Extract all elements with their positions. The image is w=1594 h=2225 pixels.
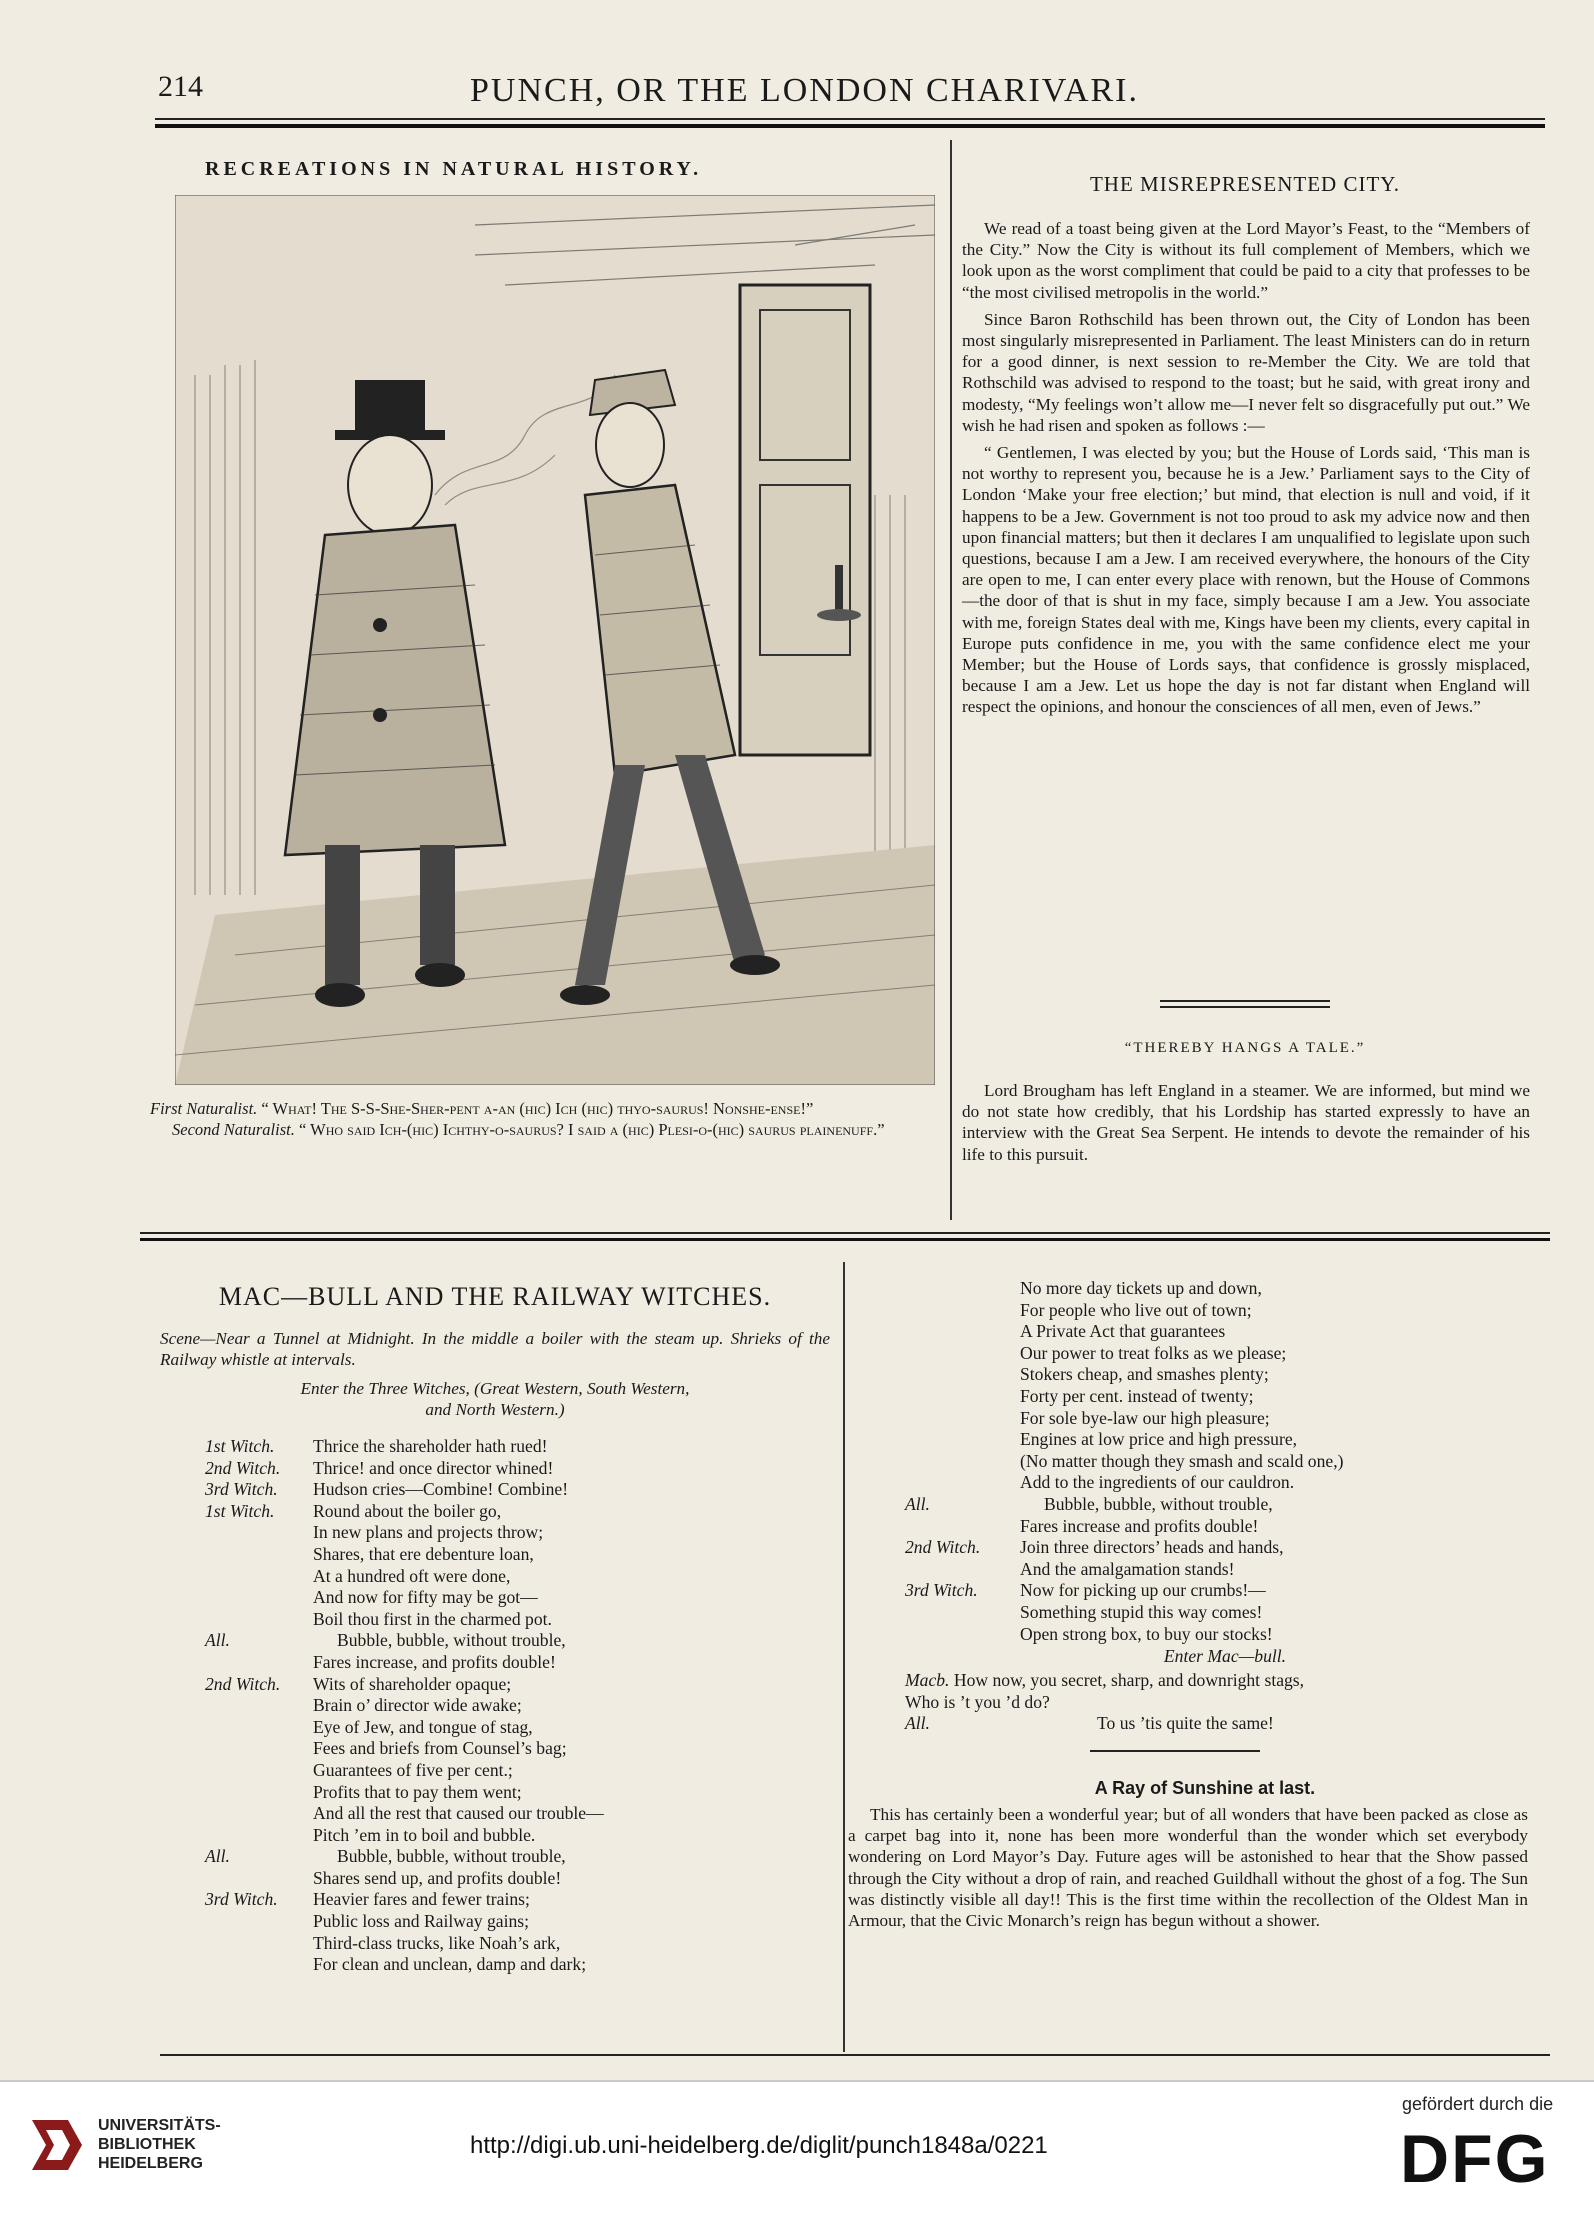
poem-line [205,1566,835,1588]
poem-text: Heavier fares and fewer trains; [313,1889,530,1910]
poem-line [905,1364,1545,1386]
poem-line [205,1889,835,1911]
poem-text: A Private Act that guarantees [1020,1321,1226,1342]
article-divider [1160,1000,1330,1002]
poem-speaker: 1st Witch. [205,1436,275,1456]
poem-speaker: 2nd Witch. [905,1537,981,1558]
poem-line [205,1911,835,1933]
poem-line [905,1451,1545,1473]
poem-text: Thrice! and once director whined! [313,1457,554,1478]
macbull-poem-right [905,1278,1545,1645]
poem-text: No more day tickets up and down, [1020,1278,1262,1298]
poem-speaker: 3rd Witch. [205,1889,278,1910]
sunshine-article [848,1804,1528,1931]
poem-line [205,1479,835,1501]
poem-text: Third-class trucks, like Noah’s ark, [313,1932,561,1953]
poem-text: Fees and briefs from Counsel’s bag; [313,1738,567,1759]
poem-line [205,1674,835,1696]
poem-line [905,1408,1545,1430]
macbull-title: MAC—BULL AND THE RAILWAY WITCHES. [218,1282,772,1311]
poem-line [205,1695,835,1717]
enter-macbull: Enter Mac—bull. [1163,1646,1287,1666]
poem-line [905,1472,1545,1494]
poem-line [205,1933,835,1955]
macbull-scene: Scene—Near a Tunnel at Midnight. In the middle a boiler with the steam up. Shrieks of the Railway whistle at intervals. [160,1329,830,1369]
digitization-footer [0,2080,1594,2225]
tale-title: “THEREBY HANGS A TALE.” [1124,1040,1366,1056]
misrepresented-article [962,218,1530,718]
poem-text: Pitch ’em in to boil and bubble. [313,1824,536,1845]
cartoon-heading: RECREATIONS IN NATURAL HISTORY. [205,158,703,180]
misrepresented-para-1: We read of a toast being given at the Lord Mayor’s Feast, to the “Members of the City.” Now the City is without its full complement of Members, which we look upon as the worst compliment that could be paid to a city that professes to be “the most civilised metropolis in the world.” [962,219,1530,302]
poem-end-rule [1090,1750,1260,1752]
poem-speaker: All. [205,1846,230,1867]
poem-line [905,1300,1545,1322]
poem-text: At a hundred oft were done, [313,1565,511,1586]
poem-text: Bubble, bubble, without trouble, [337,1630,566,1651]
poem-text: Stokers cheap, and smashes plenty; [1020,1364,1269,1385]
header-rule-thick [155,124,1545,128]
poem-speaker: All. [905,1493,930,1514]
bottom-rule [160,2054,1550,2056]
poem-text: And now for fifty may be got— [313,1587,538,1608]
misrepresented-para-2: Since Baron Rothschild has been thrown out, the City of London has been most singularly misrepresented in Parliament. The least Ministers can do in return for a good dinner, is next session to re-Member the City. We are told that Rothschild was advised to respond to the toast; but he said, with great irony and modesty, “My feelings won’t allow me—I never felt so disgracefully put out.” We wish he had risen and spoken as follows :— [962,309,1530,435]
poem-line [905,1386,1545,1408]
poem-text: Hudson cries—Combine! Combine! [313,1479,569,1500]
poem-line [905,1602,1545,1624]
poem-text: For people who live out of town; [1020,1299,1252,1320]
poem-text: Profits that to pay them went; [313,1781,522,1802]
poem-text: Fares increase and profits double! [1020,1515,1259,1536]
poem-line [905,1516,1545,1538]
poem-line [205,1717,835,1739]
poem-speaker: All. [205,1630,230,1651]
poem-line [205,1544,835,1566]
poem-line [905,1494,1545,1516]
poem-text: Guarantees of five per cent.; [313,1759,513,1780]
mach-speech: Macb. How now, you secret, sharp, and downright stags, Who is ’t you ’d do? All. To us ’tis quite the same! [905,1670,1305,1734]
tale-article [962,1080,1530,1165]
macbull-enter: Enter the Three Witches, (Great Western, South Western, and North Western.) [300,1379,690,1419]
poem-text: Eye of Jew, and tongue of stag, [313,1716,533,1737]
poem-text: Forty per cent. instead of twenty; [1020,1385,1254,1406]
poem-text: Bubble, bubble, without trouble, [1044,1493,1273,1514]
poem-text: (No matter though they smash and scald one,) [1020,1450,1344,1471]
dfg-logo: DFG [1400,2121,1550,2197]
poem-line [205,1868,835,1890]
poem-text: For sole bye-law our high pleasure; [1020,1407,1270,1428]
tale-paragraph: Lord Brougham has left England in a steamer. We are informed, but mind we do not state how credibly, that his Lordship has started expressly to have an interview with the Great Sea Serpent. He intends to devote the remainder of his life to this pursuit. [962,1081,1530,1164]
poem-text: Shares send up, and profits double! [313,1867,562,1888]
poem-line [905,1624,1545,1646]
second-speaker: Second Naturalist. [172,1120,295,1139]
poem-text: Bubble, bubble, without trouble, [337,1846,566,1867]
sunshine-paragraph: This has certainly been a wonderful year; but of all wonders that have been packed as close as a carpet bag into it, none has been more wonderful than the wonder which set everybody wondering on Lord Mayor’s Day. Future ages will be astonished to hear that the Show passed through the City without a drop of rain, and reached Guildhall without the ghost of a fog. The Sun was distinctly visible all day!! This is the first time within the recollection of the Oldest Man in Armour, that the Civic Monarch’s reign has begun without a shower. [848,1805,1528,1931]
poem-line [905,1321,1545,1343]
macbull-poem-left [205,1436,835,1976]
poem-text: Round about the boiler go, [313,1500,502,1521]
poem-line [905,1580,1545,1602]
library-logo-icon [28,2116,86,2174]
permalink-url[interactable]: http://digi.ub.uni-heidelberg.de/diglit/punch1848a/0221 [470,2132,1048,2159]
cartoon-caption [150,1098,930,1140]
poem-text: Brain o’ director wide awake; [313,1695,522,1716]
poem-text: Something stupid this way comes! [1020,1601,1263,1622]
poem-line [205,1609,835,1631]
poem-line [205,1782,835,1804]
poem-line [905,1278,1545,1300]
section-rule-2 [140,1238,1550,1241]
poem-speaker: 1st Witch. [205,1500,275,1521]
poem-text: Thrice the shareholder hath rued! [313,1436,548,1456]
poem-text: Wits of shareholder opaque; [313,1673,512,1694]
cartoon-illustration [175,195,935,1085]
poem-line [205,1501,835,1523]
poem-text: Add to the ingredients of our cauldron. [1020,1472,1295,1493]
poem-text: Open strong box, to buy our stocks! [1020,1623,1273,1644]
section-rule-1 [140,1232,1550,1234]
top-column-rule [950,140,952,1220]
poem-speaker: 3rd Witch. [905,1580,978,1601]
poem-line [905,1429,1545,1451]
poem-text: And the amalgamation stands! [1020,1558,1235,1579]
poem-line [205,1630,835,1652]
misrepresented-title: THE MISREPRESENTED CITY. [1089,172,1401,196]
poem-line [205,1803,835,1825]
header-rule-thin [155,118,1545,120]
poem-line [205,1825,835,1847]
poem-text: Shares, that ere debenture loan, [313,1543,534,1564]
misrepresented-para-3: “ Gentlemen, I was elected by you; but the House of Lords said, ‘This man is not worthy to represent you, because he is a Jew.’ Parliament says to the City of London ‘Make your free election;’ but mind, that election is null and void, if it happens to be a Jew. Government is not too proud to ask my advice now and then upon financial matters; but then it declares I am unqualified to legislate upon such questions, because I am a Jew. I am received everywhere, the honours of the City are open to me, I can enter every place with renown, but the House of Commons—the door of that is shut in my face, simply because I am a Jew. You associate with me, foreign States deal with me, Kings have been my clients, every capital in Europe puts confidence in me, you with the same confidence elect me your Member; but the House of Lords says, that confidence is grossly misplaced, because I am a Jew. Let us hope the day is not far distant when England will respect the opinions, and honour the consciences of all men, even of Jews.” [962,443,1530,717]
poem-line [205,1738,835,1760]
poem-line [205,1846,835,1868]
sunshine-title: A Ray of Sunshine at last. [1094,1778,1316,1798]
poem-text: For clean and unclean, damp and dark; [313,1954,587,1975]
poem-line [205,1458,835,1480]
poem-line [205,1652,835,1674]
poem-text: Now for picking up our crumbs!— [1020,1580,1266,1601]
bottom-column-rule [843,1262,845,2052]
poem-text: Join three directors’ heads and hands, [1020,1537,1284,1558]
poem-line [205,1436,835,1458]
first-speech: “ What! The S-S-She-Sher-pent a-an (hic) Ich (hic) thyo-saurus! Nonshe-ense!” [261,1099,814,1118]
library-name: UNIVERSITÄTS- BIBLIOTHEK HEIDELBERG [98,2117,221,2172]
poem-speaker: 3rd Witch. [205,1479,278,1500]
funded-by-text: gefördert durch die [1402,2094,1554,2114]
poem-speaker: 2nd Witch. [205,1457,281,1478]
poem-text: Boil thou first in the charmed pot. [313,1608,552,1629]
poem-line [205,1760,835,1782]
poem-line [205,1587,835,1609]
poem-text: In new plans and projects throw; [313,1522,544,1543]
page-number: 214 [158,70,203,103]
poem-text: Our power to treat folks as we please; [1020,1342,1287,1363]
poem-line [205,1522,835,1544]
second-speech: “ Who said Ich-(hic) Ichthy-o-saurus? I said a (hic) Plesi-o-(hic) saurus plainenuff.” [298,1120,885,1139]
poem-line [205,1954,835,1976]
poem-text: Fares increase, and profits double! [313,1651,556,1672]
poem-line [905,1537,1545,1559]
poem-text: Public loss and Railway gains; [313,1911,529,1932]
masthead-title: PUNCH, OR THE LONDON CHARIVARI. [470,72,1140,109]
poem-line [905,1559,1545,1581]
first-speaker: First Naturalist. [150,1099,258,1118]
poem-text: And all the rest that caused our trouble— [313,1803,604,1824]
poem-speaker: 2nd Witch. [205,1673,281,1694]
poem-line [905,1343,1545,1365]
poem-text: Engines at low price and high pressure, [1020,1429,1298,1450]
